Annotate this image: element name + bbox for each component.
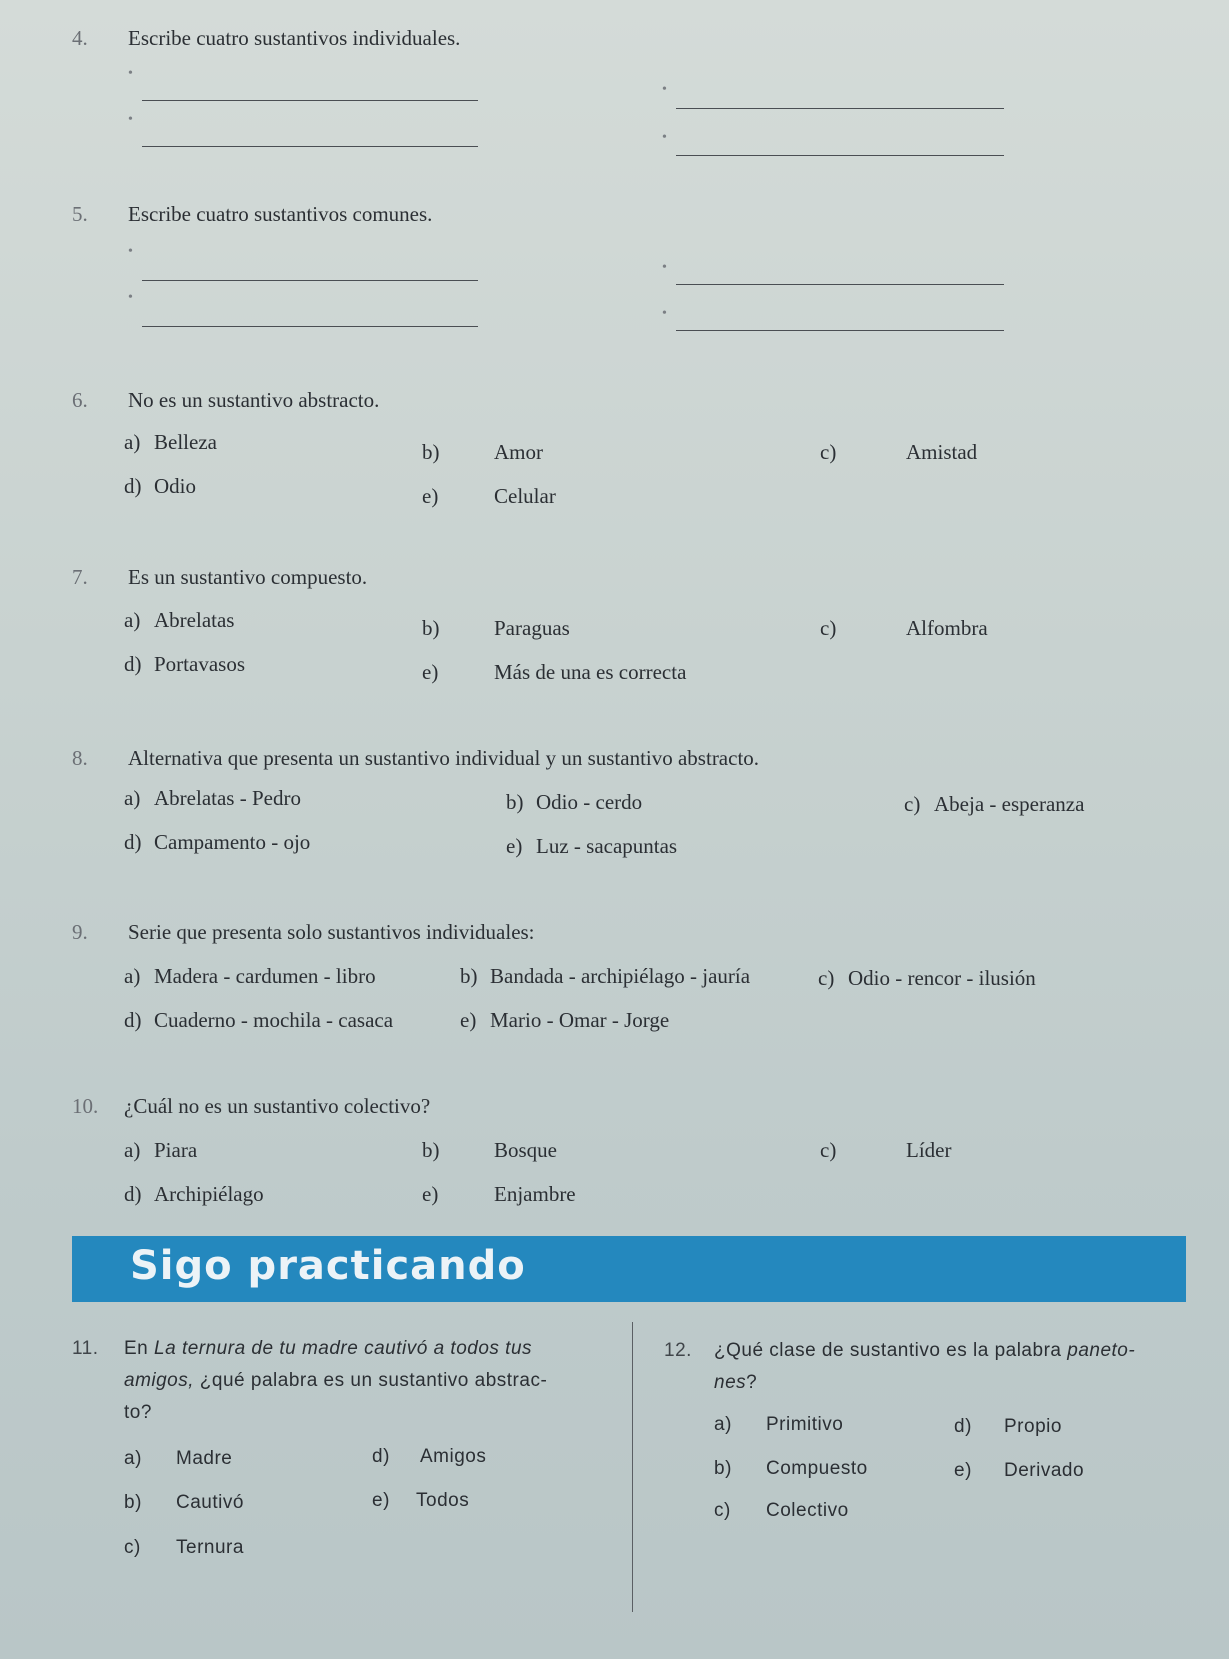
option-letter: d) <box>124 1182 142 1206</box>
option-letter: b) <box>460 964 478 988</box>
option-a[interactable] <box>124 1448 232 1470</box>
option-a[interactable] <box>124 430 217 455</box>
option-text: Derivado <box>1004 1460 1085 1481</box>
option-d[interactable] <box>954 1416 1062 1438</box>
option-text: Archipiélago <box>154 1182 264 1206</box>
option-e[interactable] <box>422 660 686 685</box>
option-a[interactable] <box>124 964 376 989</box>
option-text: Compuesto <box>766 1458 868 1479</box>
option-text: Amigos <box>420 1446 487 1467</box>
option-letter: d) <box>124 474 142 498</box>
option-text: Líder <box>906 1138 952 1162</box>
option-b[interactable] <box>124 1492 244 1514</box>
answer-line[interactable] <box>142 326 478 327</box>
option-c[interactable] <box>714 1500 849 1522</box>
option-text: Madera - cardumen - libro <box>154 964 376 988</box>
option-text: Abeja - esperanza <box>934 792 1085 816</box>
option-text: Amistad <box>906 440 978 464</box>
question-text-pre: ¿Qué clase de sustantivo es la palabra <box>714 1340 1068 1361</box>
option-d[interactable] <box>372 1446 486 1468</box>
option-a[interactable] <box>124 786 301 811</box>
question-text: Alternativa que presenta un sustantivo individual y un sustantivo abstracto. <box>128 746 760 770</box>
question-11-line3: to? <box>124 1402 152 1423</box>
option-letter: a) <box>124 964 141 988</box>
option-letter: d) <box>124 652 142 676</box>
section-title: Sigo practicando <box>130 1243 526 1289</box>
question-text: Escribe cuatro sustantivos comunes. <box>128 202 433 226</box>
option-a[interactable] <box>124 608 234 633</box>
answer-line[interactable] <box>142 100 478 101</box>
option-b[interactable] <box>422 1138 557 1163</box>
option-text: Luz - sacapuntas <box>536 834 678 858</box>
option-text: Mario - Omar - Jorge <box>490 1008 670 1032</box>
option-letter: a) <box>714 1414 732 1435</box>
option-letter: d) <box>124 830 142 854</box>
option-text: Bosque <box>494 1138 557 1162</box>
option-letter: c) <box>820 440 837 464</box>
option-text: Odio - rencor - ilusión <box>848 966 1036 990</box>
option-letter: a) <box>124 430 141 454</box>
answer-line[interactable] <box>676 330 1004 331</box>
question-number: 4. <box>72 26 88 50</box>
question-number: 6. <box>72 388 88 412</box>
option-text: Todos <box>416 1490 470 1511</box>
option-e[interactable] <box>422 1182 576 1207</box>
question-12 <box>664 1340 1135 1362</box>
option-b[interactable] <box>422 616 570 641</box>
question-12-line2 <box>714 1372 757 1394</box>
option-b[interactable] <box>460 964 750 989</box>
option-text: Colectivo <box>766 1500 849 1521</box>
option-letter: e) <box>460 1008 477 1032</box>
option-letter: a) <box>124 608 141 632</box>
question-number: 7. <box>72 565 88 589</box>
option-d[interactable] <box>124 474 196 499</box>
question-text: ¿Cuál no es un sustantivo colectivo? <box>124 1094 431 1118</box>
question-text: Serie que presenta solo sustantivos individuales: <box>128 920 535 944</box>
option-e[interactable] <box>460 1008 669 1033</box>
option-c[interactable] <box>820 1138 951 1163</box>
option-text: Primitivo <box>766 1414 844 1435</box>
question-text-italic: amigos, <box>124 1370 195 1391</box>
option-d[interactable] <box>124 830 310 855</box>
option-d[interactable] <box>124 652 245 677</box>
question-9 <box>72 920 535 945</box>
question-11 <box>72 1338 532 1360</box>
option-text: Belleza <box>154 430 217 454</box>
bullet: • <box>128 112 133 127</box>
option-c[interactable] <box>820 616 988 641</box>
answer-line[interactable] <box>676 155 1004 156</box>
option-c[interactable] <box>124 1537 244 1559</box>
question-5 <box>72 202 432 227</box>
question-text: ? <box>746 1372 758 1393</box>
option-letter: b) <box>124 1492 142 1513</box>
bullet: • <box>662 82 667 97</box>
option-d[interactable] <box>124 1008 393 1033</box>
option-e[interactable] <box>422 484 556 509</box>
option-letter: b) <box>714 1458 732 1479</box>
option-text: Más de una es correcta <box>494 660 687 684</box>
question-number: 11. <box>72 1338 99 1359</box>
option-c[interactable] <box>904 792 1084 817</box>
option-letter: c) <box>820 616 837 640</box>
option-letter: e) <box>422 484 439 508</box>
option-c[interactable] <box>820 440 977 465</box>
question-7 <box>72 565 367 590</box>
answer-line[interactable] <box>676 108 1004 109</box>
option-text: Campamento - ojo <box>154 830 311 854</box>
question-text: No es un sustantivo abstracto. <box>128 388 380 412</box>
option-text: Piara <box>154 1138 198 1162</box>
question-text-italic: nes <box>714 1372 747 1393</box>
option-e[interactable] <box>506 834 677 859</box>
option-letter: e) <box>372 1490 390 1511</box>
option-letter: e) <box>422 660 439 684</box>
option-letter: b) <box>506 790 524 814</box>
bullet: • <box>128 244 133 259</box>
option-text: Portavasos <box>154 652 245 676</box>
option-letter: b) <box>422 440 440 464</box>
question-number: 9. <box>72 920 88 944</box>
bullet: • <box>128 290 133 305</box>
option-letter: e) <box>422 1182 439 1206</box>
option-letter: d) <box>954 1416 972 1437</box>
option-d[interactable] <box>124 1182 264 1207</box>
question-text: Es un sustantivo compuesto. <box>128 565 368 589</box>
option-letter: a) <box>124 1138 141 1162</box>
option-letter: e) <box>954 1460 972 1481</box>
option-letter: a) <box>124 786 141 810</box>
question-10 <box>72 1094 430 1119</box>
option-text: Madre <box>176 1448 233 1469</box>
question-text-italic: paneto- <box>1067 1340 1136 1361</box>
bullet: • <box>128 66 133 81</box>
option-text: Bandada - archipiélago - jauría <box>490 964 751 988</box>
option-e[interactable] <box>954 1460 1084 1482</box>
question-text-pre: En <box>124 1338 155 1359</box>
option-letter: b) <box>422 616 440 640</box>
option-text: Odio - cerdo <box>536 790 643 814</box>
question-number: 12. <box>664 1340 692 1361</box>
option-text: Ternura <box>176 1537 244 1558</box>
question-number: 8. <box>72 746 88 770</box>
option-text: Paraguas <box>494 616 570 640</box>
question-number: 10. <box>72 1094 99 1118</box>
question-6 <box>72 388 379 413</box>
option-letter: a) <box>124 1448 142 1469</box>
question-4 <box>72 26 460 51</box>
option-text: Cautivó <box>176 1492 244 1513</box>
option-a[interactable] <box>124 1138 197 1163</box>
bullet: • <box>662 260 667 275</box>
option-letter: d) <box>124 1008 142 1032</box>
option-letter: c) <box>818 966 835 990</box>
option-text: Celular <box>494 484 556 508</box>
option-letter: b) <box>422 1138 440 1162</box>
option-letter: c) <box>714 1500 731 1521</box>
question-11-line2 <box>124 1370 547 1392</box>
option-a[interactable] <box>714 1414 843 1436</box>
option-b[interactable] <box>506 790 642 815</box>
option-text: Abrelatas <box>154 608 235 632</box>
answer-line[interactable] <box>142 146 478 147</box>
option-b[interactable] <box>422 440 543 465</box>
option-b[interactable] <box>714 1458 868 1480</box>
option-text: Cuaderno - mochila - casaca <box>154 1008 394 1032</box>
question-text: ¿qué palabra es un sustantivo abstrac- <box>194 1370 548 1391</box>
question-text-italic: La ternura de tu madre cautivó a todos tus <box>154 1338 533 1359</box>
option-letter: c) <box>904 792 921 816</box>
option-letter: c) <box>124 1537 141 1558</box>
option-text: Enjambre <box>494 1182 576 1206</box>
answer-line[interactable] <box>142 280 478 281</box>
option-letter: e) <box>506 834 523 858</box>
option-text: Abrelatas - Pedro <box>154 786 301 810</box>
option-letter: c) <box>820 1138 837 1162</box>
option-letter: d) <box>372 1446 390 1467</box>
bullet: • <box>662 130 667 145</box>
option-e[interactable] <box>372 1490 469 1512</box>
option-text: Odio <box>154 474 196 498</box>
column-divider <box>632 1322 633 1612</box>
question-text: Escribe cuatro sustantivos individuales. <box>128 26 461 50</box>
option-c[interactable] <box>818 966 1036 991</box>
option-text: Propio <box>1004 1416 1062 1437</box>
option-text: Amor <box>494 440 543 464</box>
question-8 <box>72 746 759 771</box>
option-text: Alfombra <box>906 616 988 640</box>
answer-line[interactable] <box>676 284 1004 285</box>
bullet: • <box>662 306 667 321</box>
question-number: 5. <box>72 202 88 226</box>
